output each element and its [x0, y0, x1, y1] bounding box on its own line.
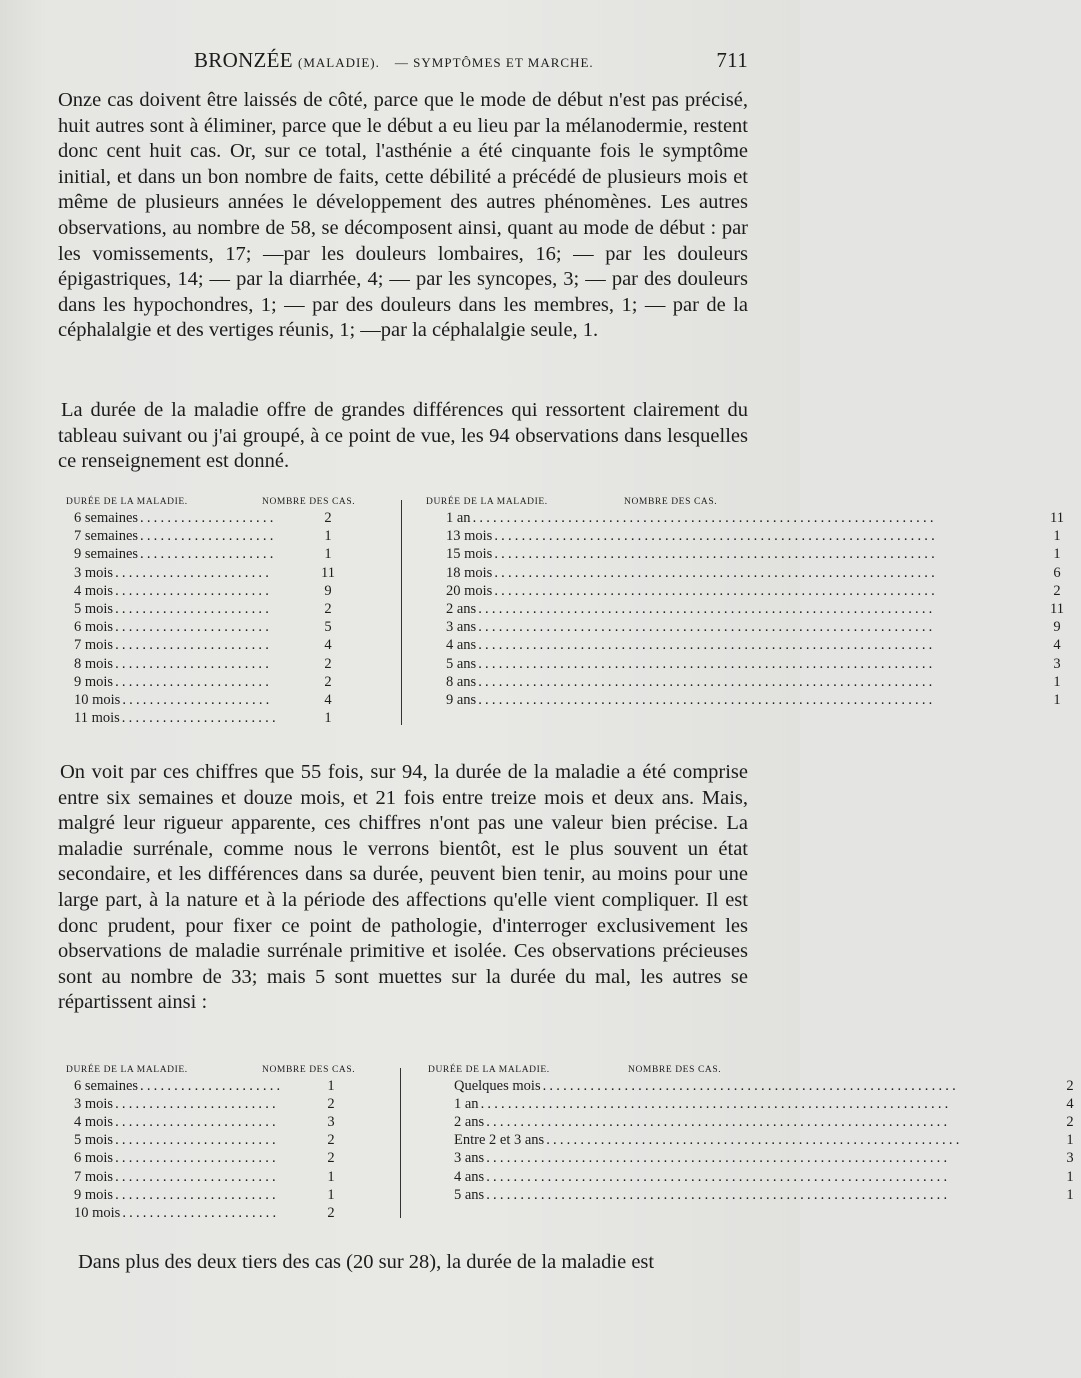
paragraph-1: Onze cas doivent être laissés de côté, parce que le mode de début n'est pas précisé, huit autres sont à éliminer, parce que le début a eu lieu par la mélanodermie, restent donc cent huit cas. Or, sur ce total, l'asthénie a été cinquante fois le symptôme initial, et dans un bon nombre de faits, cette débilité a précédé de plusieurs mois et même de plusieurs années le développement des autres phénomènes. Les autres observations, au nombre de 58, se décomposent ainsi, quant au mode de début : par les vomissements, 17; —par les douleurs lombaires, 16; — par les douleurs épigastriques, 14; — par la diarrhée, 4; — par les syncopes, 3; — par des douleurs dans les hypochondres, 1; — par des douleurs dans les membres, 1; — par de la céphalalgie et des vertiges réunis, 1; —par la céphalalgie seule, 1. [58, 89, 748, 342]
table-row [446, 692, 1061, 710]
dot-leader: ........................ [115, 1168, 279, 1185]
table-row [74, 528, 394, 546]
duration-label: 2 ans [446, 601, 477, 617]
dot-leader: ................................................................... [478, 619, 936, 636]
duration-label: 3 ans [454, 1150, 485, 1167]
dot-leader: .................... [140, 546, 277, 563]
table-row [74, 546, 394, 564]
duration-label: 5 mois [74, 601, 114, 617]
case-count: 11 [1050, 510, 1064, 526]
table-row [74, 710, 394, 728]
table-row [74, 1205, 394, 1223]
dot-leader: ....................... [115, 673, 273, 690]
duration-label: 5 mois [74, 1132, 114, 1149]
case-count: 2 [327, 1096, 335, 1113]
case-count: 2 [324, 510, 332, 526]
table-row [446, 655, 1061, 674]
case-count: 1 [324, 528, 332, 545]
page-number: 711 [716, 48, 748, 72]
table1-left-header-duration: DURÉE DE LA MALADIE. [66, 497, 188, 507]
dot-leader: ....................... [115, 564, 273, 581]
duration-label: 7 semaines [74, 528, 139, 545]
table-row [74, 1169, 394, 1187]
table1-divider [401, 500, 402, 725]
table-row [74, 510, 394, 528]
paragraph-3: On voit par ces chiffres que 55 fois, sur 94, la durée de la maladie a été comprise entre six semaines et douze mois, et 21 fois entre treize mois et deux ans. Mais, malgré leur rigueur apparente, ces chiffres n'ont pas une valeur bien précise. La maladie surrénale, comme nous le verrons bientôt, est le plus souvent un état secondaire, et les différences dans sa durée, peuvent bien tenir, au moins pour une large part, à la nature et à la période des affections qu'elle vient compliquer. Il est donc prudent, pour fixer ce point de pathologie, d'interroger exclusivement les observations de maladie surrénale primitive et isolée. Ces observations précieuses sont au nombre de 33; mais 5 sont muettes sur la durée du mal, les autres se répartissent ainsi : [58, 761, 748, 1014]
duration-label: 18 mois [446, 564, 493, 581]
dot-leader: ........................ [115, 1186, 279, 1203]
case-count: 4 [1053, 637, 1061, 654]
duration-label: 4 ans [454, 1168, 485, 1185]
dot-leader: ................................................................... [478, 673, 936, 690]
case-count: 11 [321, 564, 335, 581]
table-row [74, 1150, 394, 1168]
case-count: 6 [1053, 564, 1061, 581]
dot-leader: ..................................................................... [480, 1096, 952, 1113]
case-count: 9 [1053, 619, 1061, 636]
table-row [74, 565, 394, 583]
case-count: 1 [324, 710, 332, 727]
table-row [454, 1168, 1074, 1187]
table-row [74, 1078, 394, 1096]
duration-label: 8 ans [446, 673, 477, 690]
duration-label: 9 mois [74, 673, 114, 690]
duration-label: 4 mois [74, 582, 114, 599]
duration-label: 6 semaines [74, 1078, 139, 1094]
duration-label: 1 an [446, 510, 471, 526]
table2-right-header-duration: DURÉE DE LA MALADIE. [428, 1065, 550, 1075]
table-row [454, 1078, 1074, 1096]
running-title [194, 48, 594, 73]
duration-label: 9 mois [74, 1186, 114, 1203]
dot-leader: .................................................................... [486, 1114, 951, 1131]
duration-label: 4 mois [74, 1114, 114, 1131]
case-count: 1 [1053, 528, 1061, 545]
table-row [74, 1132, 394, 1150]
case-count: 2 [327, 1132, 335, 1149]
duration-label: 20 mois [446, 582, 493, 599]
running-title-sub: (MALADIE). [298, 55, 380, 70]
case-count: 1 [1053, 673, 1061, 690]
duration-label: 10 mois [74, 1204, 121, 1221]
paragraph-4: Dans plus des deux tiers des cas (20 sur 28), la durée de la maladie est [78, 1251, 655, 1273]
duration-label: 1 an [454, 1096, 479, 1113]
case-count: 1 [324, 546, 332, 563]
dot-leader: ................................................................. [494, 582, 938, 599]
dot-leader: ........................ [115, 1096, 279, 1113]
case-count: 2 [327, 1204, 335, 1221]
case-count: 1 [327, 1078, 335, 1094]
case-count: 1 [1066, 1186, 1074, 1203]
dot-leader: .................................................................... [486, 1168, 951, 1185]
duration-label: 7 mois [74, 637, 114, 654]
case-count: 1 [327, 1168, 335, 1185]
table2-left-header-duration: DURÉE DE LA MALADIE. [66, 1065, 188, 1075]
case-count: 1 [327, 1186, 335, 1203]
dot-leader: ...................... [122, 692, 273, 708]
table-row [446, 673, 1061, 692]
case-count: 4 [324, 692, 332, 708]
dot-leader: ..................... [140, 1078, 284, 1094]
table-row [454, 1096, 1074, 1114]
duration-label: 11 mois [74, 710, 120, 727]
table-row [454, 1186, 1074, 1205]
duration-label: 3 mois [74, 564, 114, 581]
case-count: 1 [1053, 546, 1061, 563]
table1-right-header-duration: DURÉE DE LA MALADIE. [426, 497, 548, 507]
table-row [446, 619, 1061, 637]
dot-leader: ................................................................... [478, 601, 936, 617]
case-count: 2 [324, 655, 332, 672]
duration-label: 5 ans [446, 655, 477, 672]
table-row [74, 674, 394, 692]
dot-leader: ....................... [115, 619, 273, 636]
case-count: 3 [1053, 655, 1061, 672]
running-title-main: BRONZÉE [194, 48, 293, 72]
case-count: 2 [327, 1150, 335, 1167]
table-row [446, 510, 1064, 528]
case-count: 9 [324, 582, 332, 599]
table-row [446, 582, 1061, 601]
paragraph-2: La durée de la maladie offre de grandes différences qui ressortent clairement du tableau suivant ou j'ai groupé, à ce point de vue, les 94 observations dans lesquelles ce renseignement est donné. [58, 399, 748, 473]
table-row [74, 1096, 394, 1114]
case-count: 2 [1053, 582, 1061, 599]
case-count: 4 [1066, 1096, 1074, 1113]
duration-label: 7 mois [74, 1168, 114, 1185]
duration-label: 10 mois [74, 692, 121, 708]
table-row [74, 692, 394, 710]
dot-leader: ....................... [122, 1204, 280, 1221]
table-row [454, 1132, 1074, 1150]
case-count: 2 [1066, 1114, 1074, 1131]
case-count: 3 [1066, 1150, 1074, 1167]
table-row [74, 1187, 394, 1205]
duration-label: 13 mois [446, 528, 493, 545]
dot-leader: ................................................................... [478, 637, 936, 654]
dot-leader: .................... [140, 510, 277, 526]
dot-leader: ....................... [115, 637, 273, 654]
case-count: 2 [324, 673, 332, 690]
dot-leader: ................................................................. [494, 546, 938, 563]
dot-leader: ................................................................... [478, 692, 936, 708]
duration-label: 5 ans [454, 1186, 485, 1203]
case-count: 1 [1066, 1168, 1074, 1185]
duration-label: 15 mois [446, 546, 493, 563]
running-header [58, 48, 748, 76]
duration-label: Entre 2 et 3 ans [454, 1132, 545, 1149]
duration-label: Quelques mois [454, 1078, 541, 1094]
duration-label: 6 mois [74, 1150, 114, 1167]
dot-leader: ....................... [115, 582, 273, 599]
dot-leader: ........................ [115, 1114, 279, 1131]
duration-label: 4 ans [446, 637, 477, 654]
table-row [454, 1114, 1074, 1132]
dot-leader: ....................... [121, 710, 279, 727]
case-count: 11 [1050, 601, 1064, 617]
dot-leader: ........................ [115, 1150, 279, 1167]
case-count: 1 [1053, 692, 1061, 708]
duration-label: 9 semaines [74, 546, 139, 563]
duration-label: 8 mois [74, 655, 114, 672]
dot-leader: ................................................................... [478, 655, 936, 672]
table2-divider [400, 1068, 401, 1218]
table-row [446, 564, 1061, 583]
dot-leader: ....................... [115, 655, 273, 672]
table-row [74, 656, 394, 674]
dot-leader: ................................................................. [494, 564, 938, 581]
duration-label: 6 mois [74, 619, 114, 636]
duration-label: 3 ans [446, 619, 477, 636]
table-row [74, 619, 394, 637]
case-count: 5 [324, 619, 332, 636]
dot-leader: .................................................................... [486, 1150, 951, 1167]
table1-right-header-count: NOMBRE DES CAS. [624, 497, 718, 507]
table-row [74, 637, 394, 655]
duration-label: 2 ans [454, 1114, 485, 1131]
table-row [74, 1114, 394, 1132]
table2-right-header-count: NOMBRE DES CAS. [628, 1065, 722, 1075]
dot-leader: .................................................................... [472, 510, 937, 526]
dot-leader: ....................... [115, 601, 273, 617]
table1-left-header-count: NOMBRE DES CAS. [262, 497, 356, 507]
table-row [446, 528, 1061, 546]
duration-label: 3 mois [74, 1096, 114, 1113]
case-count: 2 [324, 601, 332, 617]
case-count: 3 [327, 1114, 335, 1131]
dot-leader: ............................................................. [546, 1132, 963, 1149]
duration-label: 6 semaines [74, 510, 139, 526]
case-count: 4 [324, 637, 332, 654]
running-title-rest: — SYMPTÔMES ET MARCHE. [394, 55, 594, 70]
table-row [446, 637, 1061, 655]
case-count: 1 [1066, 1132, 1074, 1149]
table-row [74, 583, 394, 601]
table-row [74, 601, 394, 619]
table2-left-header-count: NOMBRE DES CAS. [262, 1065, 356, 1075]
dot-leader: .................... [140, 528, 277, 545]
duration-label: 9 ans [446, 692, 477, 708]
case-count: 2 [1066, 1078, 1074, 1094]
dot-leader: ............................................................. [542, 1078, 959, 1094]
dot-leader: ........................ [115, 1132, 279, 1149]
duration-table-2 [66, 1065, 1074, 1235]
table-row [446, 601, 1064, 619]
table-row [454, 1150, 1074, 1168]
dot-leader: .................................................................... [486, 1186, 951, 1203]
dot-leader: ................................................................. [494, 528, 938, 545]
table-row [446, 546, 1061, 564]
